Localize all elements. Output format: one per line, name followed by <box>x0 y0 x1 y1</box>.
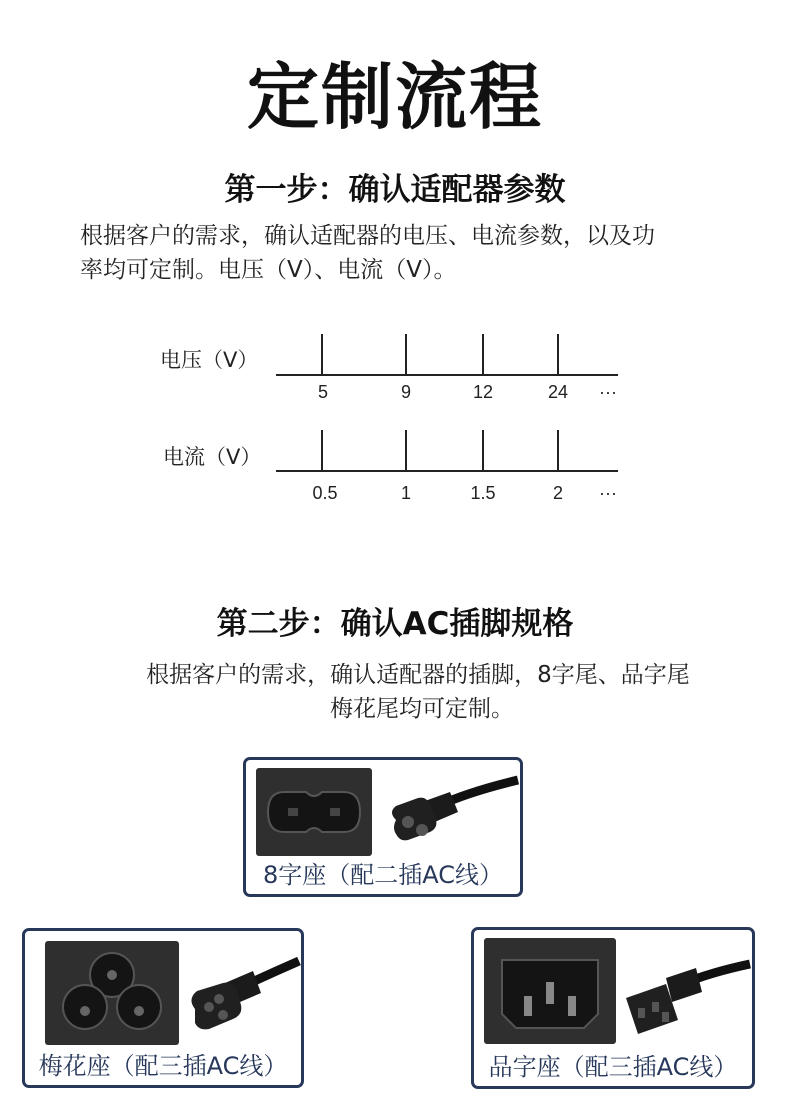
current-tick-label: 1.5 <box>470 483 496 503</box>
iec-3pin-socket-icon <box>484 938 616 1044</box>
cloverleaf-socket-icon <box>45 941 179 1045</box>
step2-text-line1: 根据客户的需求，确认适配器的插脚，8字尾、品字尾 <box>146 662 690 688</box>
figure8-caption: 8字座（配二插AC线） <box>262 861 504 889</box>
voltage-tick-label: 5 <box>317 382 328 402</box>
voltage-tick <box>321 334 323 374</box>
step2-text-line2: 梅花尾均可定制。 <box>330 696 514 722</box>
voltage-tick <box>482 334 484 374</box>
current-tick-label: 0.5 <box>312 483 338 503</box>
current-tick <box>557 430 559 470</box>
voltage-tick <box>557 334 559 374</box>
voltage-tick <box>405 334 407 374</box>
voltage-label: 电压（V） <box>160 348 259 372</box>
step1-heading: 第一步：确认适配器参数 <box>224 172 566 208</box>
current-tick-label: 2 <box>552 483 563 503</box>
three-prong-cloverleaf-cable-icon <box>181 939 301 1043</box>
current-tick-label: ··· <box>599 483 617 503</box>
voltage-tick-label: 9 <box>400 382 411 402</box>
step1-text-line1: 根据客户的需求，确认适配器的电压、电流参数，以及功 <box>80 223 655 249</box>
figure8-socket-icon <box>256 768 372 856</box>
cloverleaf-caption: 梅花座（配三插AC线） <box>38 1052 288 1080</box>
three-prong-iec-cable-icon <box>620 938 752 1042</box>
two-prong-cable-icon <box>378 762 520 854</box>
voltage-axis <box>276 374 618 376</box>
current-tick <box>321 430 323 470</box>
voltage-tick-label: 24 <box>547 382 569 402</box>
current-axis <box>276 470 618 472</box>
current-tick <box>482 430 484 470</box>
current-tick-label: 1 <box>400 483 411 503</box>
iec-3pin-socket-card <box>471 927 755 1089</box>
step2-heading: 第二步：确认AC插脚规格 <box>216 606 574 642</box>
cloverleaf-socket-card <box>22 928 304 1088</box>
iec-3pin-caption: 品字座（配三插AC线） <box>488 1053 738 1081</box>
step1-text-line2: 率均可定制。电压（V）、电流（V）。 <box>80 257 457 283</box>
voltage-tick-label: 12 <box>472 382 494 402</box>
figure8-socket-card <box>243 757 523 897</box>
current-tick <box>405 430 407 470</box>
page-title: 定制流程 <box>246 55 543 139</box>
current-label: 电流（V） <box>163 445 262 469</box>
voltage-tick-label: ··· <box>599 382 617 402</box>
